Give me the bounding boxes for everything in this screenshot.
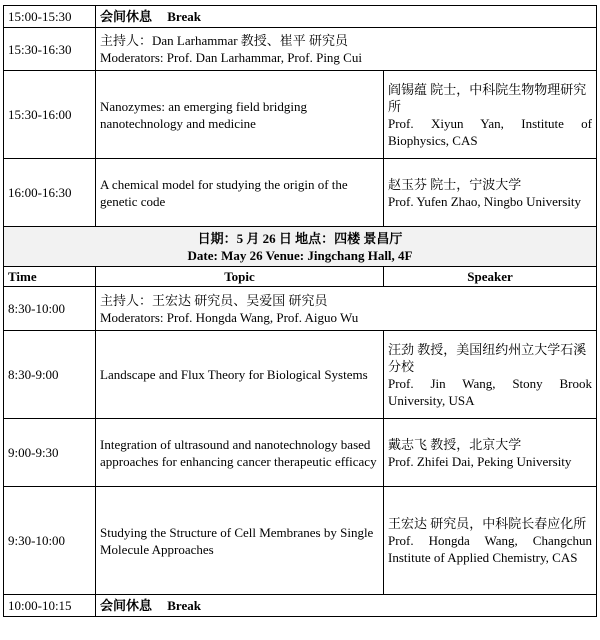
time-cell: 9:00-9:30 — [4, 419, 96, 487]
speaker-cell — [384, 71, 597, 159]
column-header-speaker: Speaker — [384, 267, 597, 287]
moderator-en: Moderators: Prof. Hongda Wang, Prof. Aiguo Wu — [100, 309, 359, 325]
break-label-en: Break — [167, 598, 201, 613]
speaker-cn: 戴志飞 教授，北京大学 — [388, 436, 522, 452]
talk-row — [4, 419, 597, 487]
talk-row — [4, 159, 597, 227]
day-line-en: Date: May 26 Venue: Jingchang Hall, 4F — [187, 247, 413, 263]
topic-cell: Integration of ultrasound and nanotechnology based approaches for enhancing cancer therapeutic efficacy — [96, 419, 384, 487]
talk-row — [4, 71, 597, 159]
moderator-cell — [96, 28, 597, 71]
speaker-en: Prof. Xiyun Yan, Institute of Biophysics, CAS — [388, 115, 593, 148]
column-header-row — [4, 267, 597, 287]
break-cell — [96, 6, 597, 28]
moderator-cn: 主持人：Dan Larhammar 教授、崔平 研究员 — [100, 33, 349, 48]
speaker-cell — [384, 419, 597, 487]
moderator-cell — [96, 287, 597, 331]
speaker-cell — [384, 331, 597, 419]
talk-row — [4, 487, 597, 595]
session-row — [4, 287, 597, 331]
break-label-en: Break — [167, 9, 201, 24]
speaker-cn: 赵玉芬 院士，宁波大学 — [388, 176, 522, 192]
time-cell: 9:30-10:00 — [4, 487, 96, 595]
session-row — [4, 28, 597, 71]
topic-cell: Nanozymes: an emerging field bridging nanotechnology and medicine — [96, 71, 384, 159]
speaker-cell — [384, 159, 597, 227]
time-cell: 15:30-16:30 — [4, 28, 96, 71]
time-cell: 10:00-10:15 — [4, 595, 96, 617]
time-cell: 8:30-9:00 — [4, 331, 96, 419]
speaker-en: Prof. Jin Wang, Stony Brook University, USA — [388, 375, 593, 408]
moderator-en: Moderators: Prof. Dan Larhammar, Prof. Ping Cui — [100, 50, 362, 65]
break-label-cn: 会间休息 — [100, 598, 153, 613]
break-label-cn: 会间休息 — [100, 9, 153, 24]
day-line-cn: 日期：5 月 26 日 地点：四楼 景昌厅 — [197, 230, 403, 246]
break-cell — [96, 595, 597, 617]
speaker-en: Prof. Hongda Wang, Changchun Institute of Applied Chemistry, CAS — [388, 533, 593, 565]
topic-cell: Studying the Structure of Cell Membranes by Single Molecule Approaches — [96, 487, 384, 595]
speaker-cn: 阎锡蕴 院士，中科院生物物理研究所 — [388, 81, 587, 114]
break-row — [4, 595, 597, 617]
time-cell: 16:00-16:30 — [4, 159, 96, 227]
day-header-row — [4, 227, 597, 267]
topic-cell: Landscape and Flux Theory for Biological Systems — [96, 331, 384, 419]
column-header-time: Time — [4, 267, 96, 287]
time-cell: 8:30-10:00 — [4, 287, 96, 331]
topic-cell: A chemical model for studying the origin of the genetic code — [96, 159, 384, 227]
schedule-table — [3, 5, 597, 617]
time-cell: 15:00-15:30 — [4, 6, 96, 28]
column-header-topic: Topic — [96, 267, 384, 287]
speaker-cn: 汪劲 教授，美国纽约州立大学石溪分校 — [388, 341, 587, 374]
time-cell: 15:30-16:00 — [4, 71, 96, 159]
moderator-cn: 主持人：王宏达 研究员、吴爱国 研究员 — [100, 292, 328, 308]
speaker-en: Prof. Yufen Zhao, Ningbo University — [388, 193, 582, 209]
speaker-cn: 王宏达 研究员，中科院长春应化所 — [388, 516, 587, 531]
day-header-cell — [4, 227, 597, 267]
speaker-en: Prof. Zhifei Dai, Peking University — [388, 453, 572, 469]
break-row — [4, 6, 597, 28]
speaker-cell — [384, 487, 597, 595]
talk-row — [4, 331, 597, 419]
